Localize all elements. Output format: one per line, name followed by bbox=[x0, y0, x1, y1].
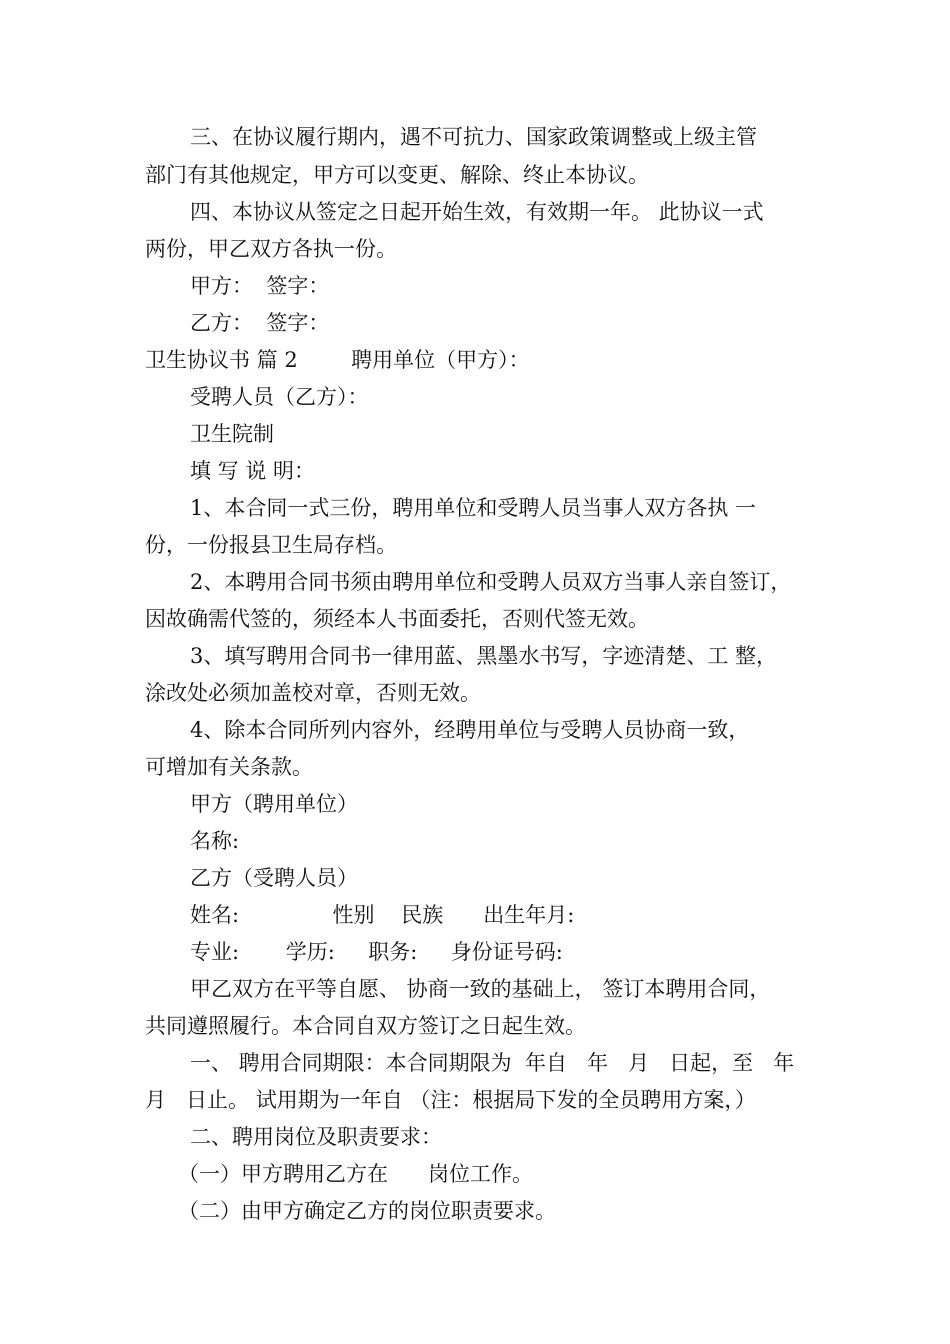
employer-name-field: 名称: bbox=[190, 829, 240, 853]
instruction-4-line-2: 可增加有关条款。 bbox=[145, 755, 313, 779]
agreement-preamble-line-1: 甲乙双方在平等自愿、 协商一致的基础上， 签订本聘用合同， bbox=[190, 977, 771, 1001]
contract-term-line-1: 一、 聘用合同期限：本合同期限为 年自 年 月 日起，至 年 bbox=[190, 1051, 795, 1075]
instruction-3-line-2: 涂改处必须加盖校对章，否则无效。 bbox=[145, 681, 481, 705]
instruction-2-line-1: 2、本聘用合同书须由聘用单位和受聘人员双方当事人亲自签订， bbox=[190, 570, 792, 594]
instruction-1-line-2: 份，一份报县卫生局存档。 bbox=[145, 533, 397, 557]
contract-term-line-2: 月 日止。 试用期为一年自 （注：根据局下发的全员聘用方案，） bbox=[145, 1088, 756, 1112]
instruction-2-line-2: 因故确需代签的，须经本人书面委托，否则代签无效。 bbox=[145, 607, 649, 631]
instruction-1-line-1: 1、本合同一式三份，聘用单位和受聘人员当事人双方各执 一 bbox=[190, 496, 757, 520]
issuer-label: 卫生院制 bbox=[190, 422, 274, 446]
employee-qualification-fields: 专业: 学历: 职务: 身份证号码: bbox=[190, 940, 563, 964]
clause-4-line-1: 四、本协议从签定之日起开始生效，有效期一年。 此协议一式 bbox=[190, 200, 764, 224]
party-a-signature: 甲方： 签字： bbox=[190, 274, 330, 298]
instruction-4-line-1: 4、除本合同所列内容外，经聘用单位与受聘人员协商一致， bbox=[190, 718, 750, 742]
clause-4-line-2: 两份，甲乙双方各执一份。 bbox=[145, 237, 397, 261]
employee-basic-info-fields: 姓名: 性别 民族 出生年月: bbox=[190, 903, 575, 927]
agreement-preamble-line-2: 共同遵照履行。本合同自双方签订之日起生效。 bbox=[145, 1014, 586, 1038]
party-b-employee-label: 乙方（受聘人员） bbox=[190, 866, 358, 890]
party-a-employer-label: 甲方（聘用单位） bbox=[190, 792, 358, 816]
section-title-article-2: 卫生协议书 篇 2 聘用单位（甲方）： bbox=[145, 348, 530, 372]
instruction-3-line-1: 3、填写聘用合同书一律用蓝、黑墨水书写，字迹清楚、工 整， bbox=[190, 644, 778, 668]
clause-3-line-2: 部门有其他规定，甲方可以变更、解除、终止本协议。 bbox=[145, 163, 649, 187]
position-duties-heading: 二、聘用岗位及职责要求： bbox=[190, 1125, 442, 1149]
position-item-2: （二）由甲方确定乙方的岗位职责要求。 bbox=[178, 1199, 556, 1223]
position-item-1: （一）甲方聘用乙方在 岗位工作。 bbox=[178, 1162, 534, 1186]
employee-party-label: 受聘人员（乙方）： bbox=[190, 385, 369, 409]
party-b-signature: 乙方： 签字： bbox=[190, 311, 330, 335]
clause-3-line-1: 三、在协议履行期内，遇不可抗力、国家政策调整或上级主管 bbox=[190, 125, 757, 149]
instructions-heading: 填 写 说 明： bbox=[190, 459, 316, 483]
